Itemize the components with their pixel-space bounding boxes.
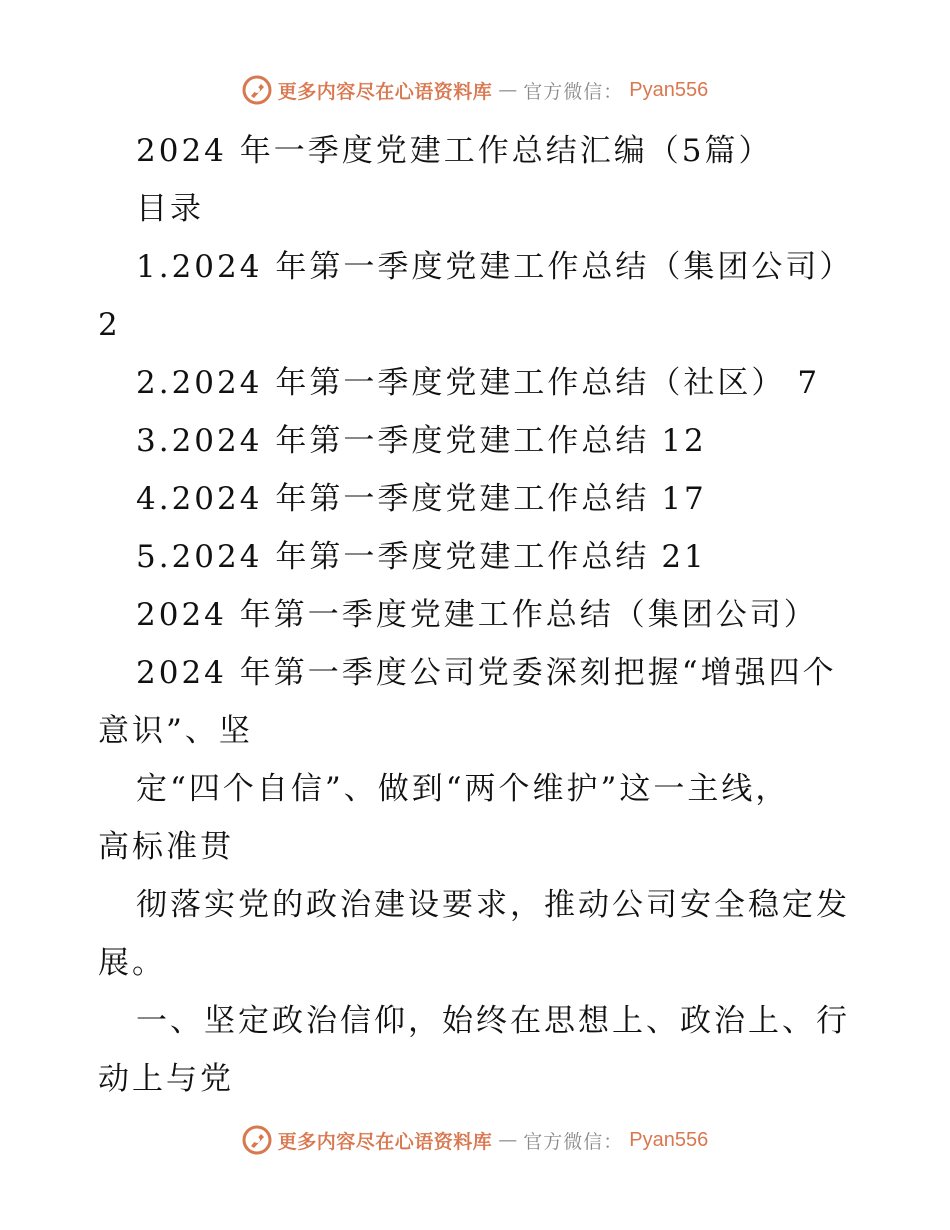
toc-item-title: 2.2024 年第一季度党建工作总结（社区） xyxy=(136,365,786,401)
watermark-dash: — xyxy=(498,79,518,101)
toc-item-title: 5.2024 年第一季度党建工作总结 xyxy=(136,539,650,575)
toc-item xyxy=(98,354,858,412)
document-title: 2024 年一季度党建工作总结汇编（5篇） xyxy=(136,133,773,169)
body-line: 展。 xyxy=(98,945,166,981)
toc-item-page-wrapped: 2 xyxy=(98,307,121,343)
watermark-banner-top xyxy=(0,70,950,110)
toc-item-title: 4.2024 年第一季度党建工作总结 xyxy=(136,481,650,517)
watermark-dash: — xyxy=(498,1129,518,1151)
toc-heading: 目录 xyxy=(136,191,204,227)
toc-item-page: 17 xyxy=(661,481,707,517)
body-line: 动上与党 xyxy=(98,1061,234,1097)
body-line: 一、坚定政治信仰，始终在思想上、政治上、行 xyxy=(136,1003,850,1039)
body-line: 定“四个自信”、做到“两个维护”这一主线， xyxy=(136,771,790,807)
body-line: 彻落实党的政治建设要求，推动公司安全稳定发 xyxy=(136,887,850,923)
section-title: 2024 年第一季度党建工作总结（集团公司） xyxy=(136,597,818,633)
toc-item xyxy=(98,412,858,470)
toc-item-page: 21 xyxy=(661,539,707,575)
watermark-banner-bottom xyxy=(0,1120,950,1160)
body-line: 高标准贯 xyxy=(98,829,234,865)
toc-item xyxy=(98,470,858,528)
pen-circle-logo-icon xyxy=(242,75,272,105)
toc-item-title: 1.2024 年第一季度党建工作总结（集团公司） xyxy=(136,249,854,285)
body-line: 意识”、坚 xyxy=(98,713,253,749)
watermark-wechat-id: Pyan556 xyxy=(629,1128,709,1151)
watermark-site-text: 更多内容尽在心语资料库 xyxy=(277,1130,493,1153)
watermark-wechat-id: Pyan556 xyxy=(629,78,709,101)
watermark-wechat-label: 官方微信： xyxy=(523,80,624,103)
pen-circle-logo-icon xyxy=(242,1125,272,1155)
toc-item xyxy=(98,238,858,296)
watermark-site-text: 更多内容尽在心语资料库 xyxy=(277,80,493,103)
document-content xyxy=(98,122,858,1108)
toc-item-title: 3.2024 年第一季度党建工作总结 xyxy=(136,423,650,459)
toc-item xyxy=(98,528,858,586)
toc-item-page: 7 xyxy=(797,365,821,401)
toc-item-page: 12 xyxy=(661,423,707,459)
body-line: 2024 年第一季度公司党委深刻把握“增强四个 xyxy=(136,655,837,691)
watermark-wechat-label: 官方微信： xyxy=(523,1130,624,1153)
